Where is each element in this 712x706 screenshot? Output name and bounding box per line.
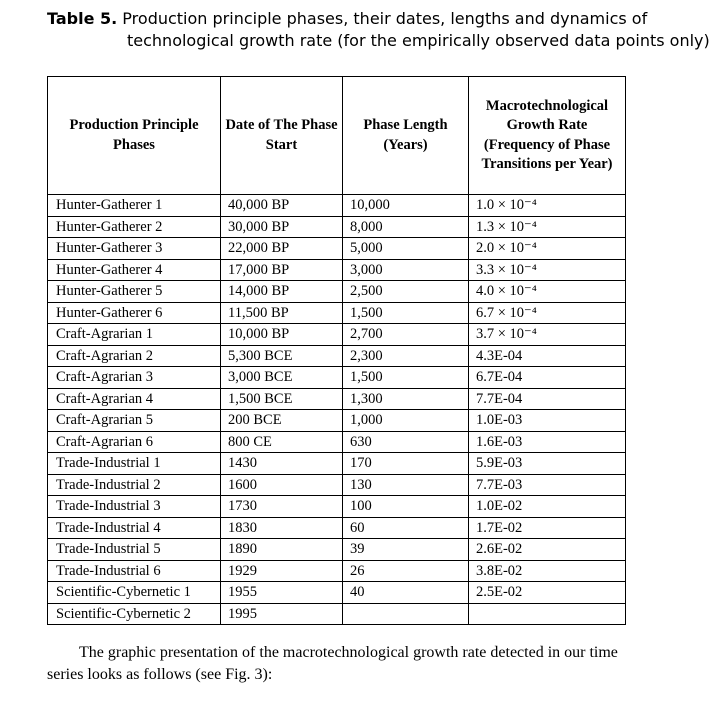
- date-cell: 1929: [221, 560, 343, 582]
- rate-cell: [469, 603, 626, 625]
- date-cell: 3,000 BCE: [221, 367, 343, 389]
- header-date: Date of The Phase Start: [221, 77, 343, 195]
- length-cell: 2,700: [343, 324, 469, 346]
- length-cell: 2,300: [343, 345, 469, 367]
- date-cell: 1600: [221, 474, 343, 496]
- date-cell: 1995: [221, 603, 343, 625]
- length-cell: [343, 603, 469, 625]
- length-cell: 170: [343, 453, 469, 475]
- table-row: [48, 517, 626, 539]
- rate-cell: 1.0 × 10⁻⁴: [469, 195, 626, 217]
- phase-cell: Scientific-Cybernetic 1: [48, 582, 221, 604]
- length-cell: 3,000: [343, 259, 469, 281]
- phase-cell: Trade-Industrial 2: [48, 474, 221, 496]
- rate-cell: 1.0E-02: [469, 496, 626, 518]
- table-row: [48, 496, 626, 518]
- date-cell: 1955: [221, 582, 343, 604]
- rate-cell: 3.3 × 10⁻⁴: [469, 259, 626, 281]
- table-row: [48, 388, 626, 410]
- length-cell: 39: [343, 539, 469, 561]
- phase-cell: Hunter-Gatherer 4: [48, 259, 221, 281]
- phase-cell: Trade-Industrial 3: [48, 496, 221, 518]
- phase-cell: Hunter-Gatherer 6: [48, 302, 221, 324]
- table-body: [48, 195, 626, 625]
- header-growth-rate: Macrotechnological Growth Rate (Frequency of Phase Transitions per Year): [469, 77, 626, 195]
- body-paragraph: The graphic presentation of the macrotechnological growth rate detected in our time series looks as follows (see Fig. 3):: [47, 644, 618, 683]
- length-cell: 630: [343, 431, 469, 453]
- rate-cell: 5.9E-03: [469, 453, 626, 475]
- table-row: [48, 324, 626, 346]
- length-cell: 1,300: [343, 388, 469, 410]
- phase-cell: Craft-Agrarian 6: [48, 431, 221, 453]
- date-cell: 11,500 BP: [221, 302, 343, 324]
- rate-cell: 1.6E-03: [469, 431, 626, 453]
- phase-cell: Hunter-Gatherer 5: [48, 281, 221, 303]
- table-row: [48, 195, 626, 217]
- length-cell: 10,000: [343, 195, 469, 217]
- phase-cell: Craft-Agrarian 3: [48, 367, 221, 389]
- table-row: [48, 410, 626, 432]
- table-row: [48, 603, 626, 625]
- date-cell: 1830: [221, 517, 343, 539]
- length-cell: 60: [343, 517, 469, 539]
- length-cell: 40: [343, 582, 469, 604]
- table-row: [48, 238, 626, 260]
- rate-cell: 1.3 × 10⁻⁴: [469, 216, 626, 238]
- table-row: [48, 453, 626, 475]
- date-cell: 1,500 BCE: [221, 388, 343, 410]
- phase-cell: Trade-Industrial 4: [48, 517, 221, 539]
- header-length: Phase Length (Years): [343, 77, 469, 195]
- date-cell: 22,000 BP: [221, 238, 343, 260]
- phase-cell: Craft-Agrarian 4: [48, 388, 221, 410]
- phase-cell: Hunter-Gatherer 2: [48, 216, 221, 238]
- header-phases: Production Principle Phases: [48, 77, 221, 195]
- rate-cell: 6.7E-04: [469, 367, 626, 389]
- length-cell: 1,500: [343, 302, 469, 324]
- table-row: [48, 302, 626, 324]
- table-header-row: [48, 77, 626, 195]
- phase-cell: Scientific-Cybernetic 2: [48, 603, 221, 625]
- date-cell: 1890: [221, 539, 343, 561]
- date-cell: 40,000 BP: [221, 195, 343, 217]
- length-cell: 8,000: [343, 216, 469, 238]
- table-caption-text: Production principle phases, their dates, lengths and dynamics of technological growth rate (for the empirically observed data points only): [117, 9, 710, 50]
- length-cell: 2,500: [343, 281, 469, 303]
- phase-cell: Craft-Agrarian 2: [48, 345, 221, 367]
- date-cell: 17,000 BP: [221, 259, 343, 281]
- date-cell: 1430: [221, 453, 343, 475]
- table-row: [48, 345, 626, 367]
- rate-cell: 4.0 × 10⁻⁴: [469, 281, 626, 303]
- date-cell: 5,300 BCE: [221, 345, 343, 367]
- phase-cell: Hunter-Gatherer 1: [48, 195, 221, 217]
- table-row: [48, 474, 626, 496]
- phase-cell: Craft-Agrarian 5: [48, 410, 221, 432]
- table-caption: [47, 8, 712, 52]
- phases-table: [47, 76, 626, 625]
- table-row: [48, 216, 626, 238]
- rate-cell: 1.7E-02: [469, 517, 626, 539]
- rate-cell: 3.8E-02: [469, 560, 626, 582]
- table-row: [48, 281, 626, 303]
- date-cell: 10,000 BP: [221, 324, 343, 346]
- table-row: [48, 431, 626, 453]
- length-cell: 5,000: [343, 238, 469, 260]
- phase-cell: Trade-Industrial 6: [48, 560, 221, 582]
- length-cell: 26: [343, 560, 469, 582]
- rate-cell: 1.0E-03: [469, 410, 626, 432]
- rate-cell: 7.7E-04: [469, 388, 626, 410]
- rate-cell: 6.7 × 10⁻⁴: [469, 302, 626, 324]
- length-cell: 100: [343, 496, 469, 518]
- rate-cell: 7.7E-03: [469, 474, 626, 496]
- length-cell: 1,000: [343, 410, 469, 432]
- table-caption-label: Table 5.: [47, 9, 118, 28]
- date-cell: 30,000 BP: [221, 216, 343, 238]
- date-cell: 14,000 BP: [221, 281, 343, 303]
- table-row: [48, 582, 626, 604]
- rate-cell: 3.7 × 10⁻⁴: [469, 324, 626, 346]
- phase-cell: Craft-Agrarian 1: [48, 324, 221, 346]
- phase-cell: Trade-Industrial 5: [48, 539, 221, 561]
- table-row: [48, 367, 626, 389]
- rate-cell: 2.0 × 10⁻⁴: [469, 238, 626, 260]
- date-cell: 1730: [221, 496, 343, 518]
- rate-cell: 2.6E-02: [469, 539, 626, 561]
- length-cell: 1,500: [343, 367, 469, 389]
- table-row: [48, 560, 626, 582]
- date-cell: 200 BCE: [221, 410, 343, 432]
- rate-cell: 2.5E-02: [469, 582, 626, 604]
- table-row: [48, 259, 626, 281]
- date-cell: 800 CE: [221, 431, 343, 453]
- phase-cell: Hunter-Gatherer 3: [48, 238, 221, 260]
- rate-cell: 4.3E-04: [469, 345, 626, 367]
- phase-cell: Trade-Industrial 1: [48, 453, 221, 475]
- length-cell: 130: [343, 474, 469, 496]
- table-row: [48, 539, 626, 561]
